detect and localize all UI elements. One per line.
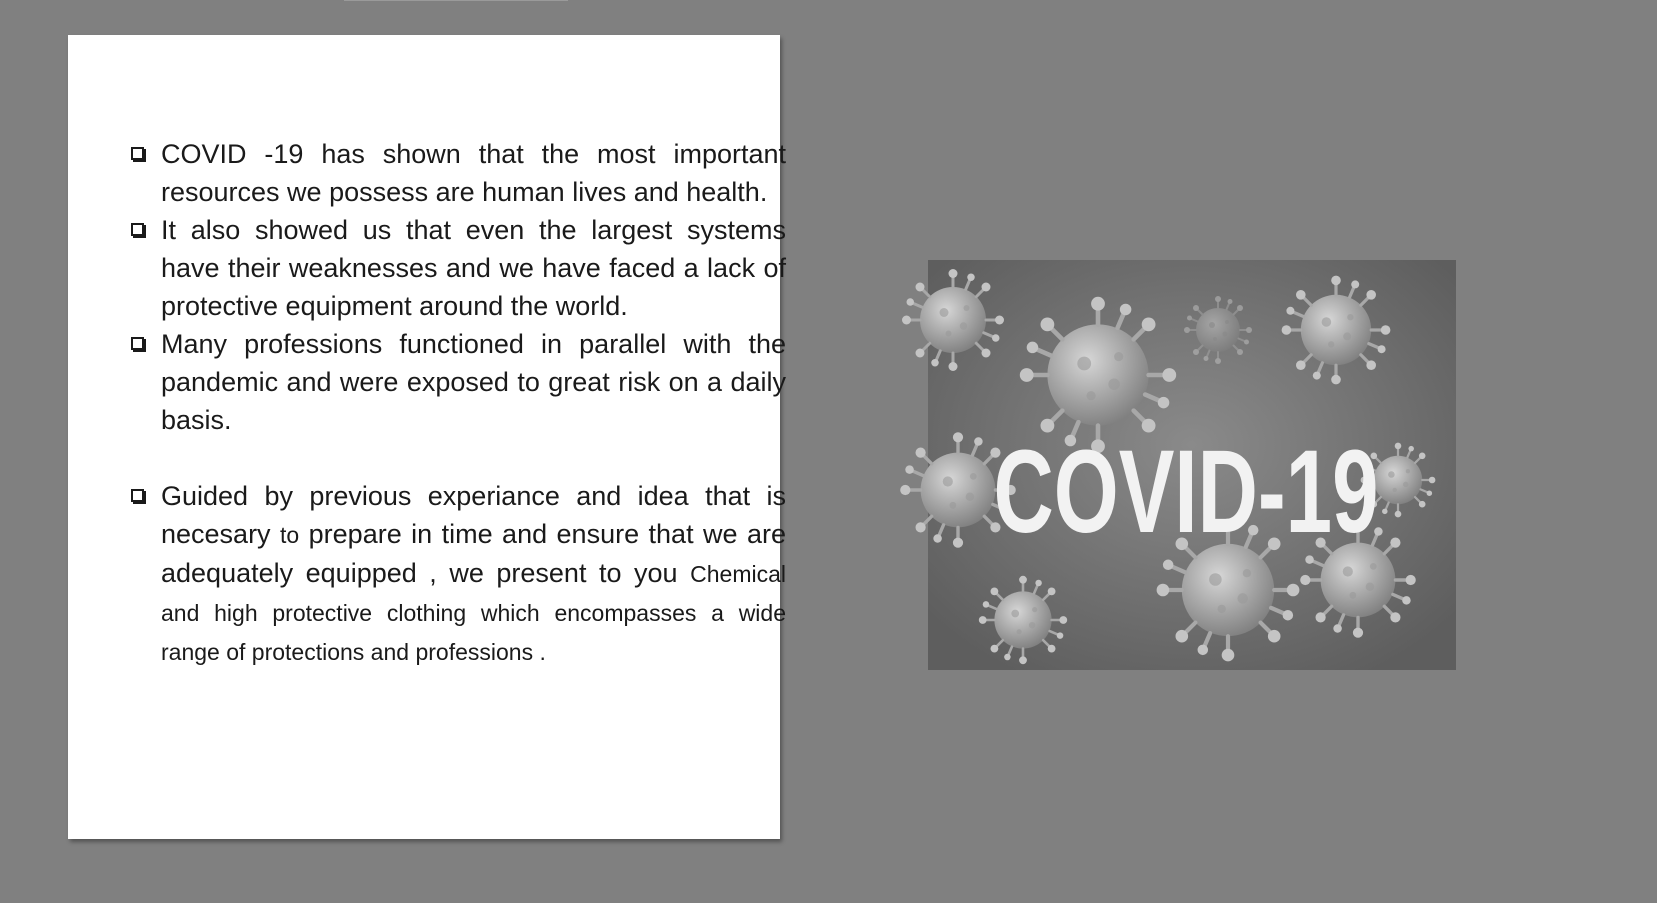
bullet-item-1 xyxy=(131,135,786,211)
bullet-text-4-small: Chemical and high protective clothing which encompasses a wide range of protections and professions . xyxy=(161,561,786,665)
checkbox-bullet-icon xyxy=(131,337,144,350)
bullet-item-4 xyxy=(131,477,786,671)
checkbox-bullet-icon xyxy=(131,147,144,160)
checkbox-bullet-icon xyxy=(131,489,144,502)
bullet-spacer xyxy=(131,439,786,477)
text-panel xyxy=(68,35,786,839)
bullet-item-3 xyxy=(131,325,786,439)
bullet-text-2: It also showed us that even the largest systems have their weaknesses and we have faced a lack of protective equipment around the world. xyxy=(161,215,786,321)
covid-19-image-title: COVID-19 xyxy=(993,426,1379,558)
checkbox-bullet-icon xyxy=(131,223,144,236)
bullet-text-3: Many professions functioned in parallel with the pandemic and were exposed to great risk on a daily basis. xyxy=(161,329,786,435)
top-edge-line xyxy=(344,0,568,1)
bullet-list xyxy=(131,135,786,671)
bullet-text-1: COVID -19 has shown that the most important resources we possess are human lives and health. xyxy=(161,139,786,207)
bullet-text-4-mid: prepare in time and ensure that we are adequately equipped , we present to you xyxy=(161,519,786,588)
covid-19-image xyxy=(928,260,1456,670)
bullet-item-2 xyxy=(131,211,786,325)
bullet-text-4-main: Guided by previous experiance and idea that is necesary xyxy=(161,481,786,549)
bullet-text-4-to: to xyxy=(280,522,300,548)
